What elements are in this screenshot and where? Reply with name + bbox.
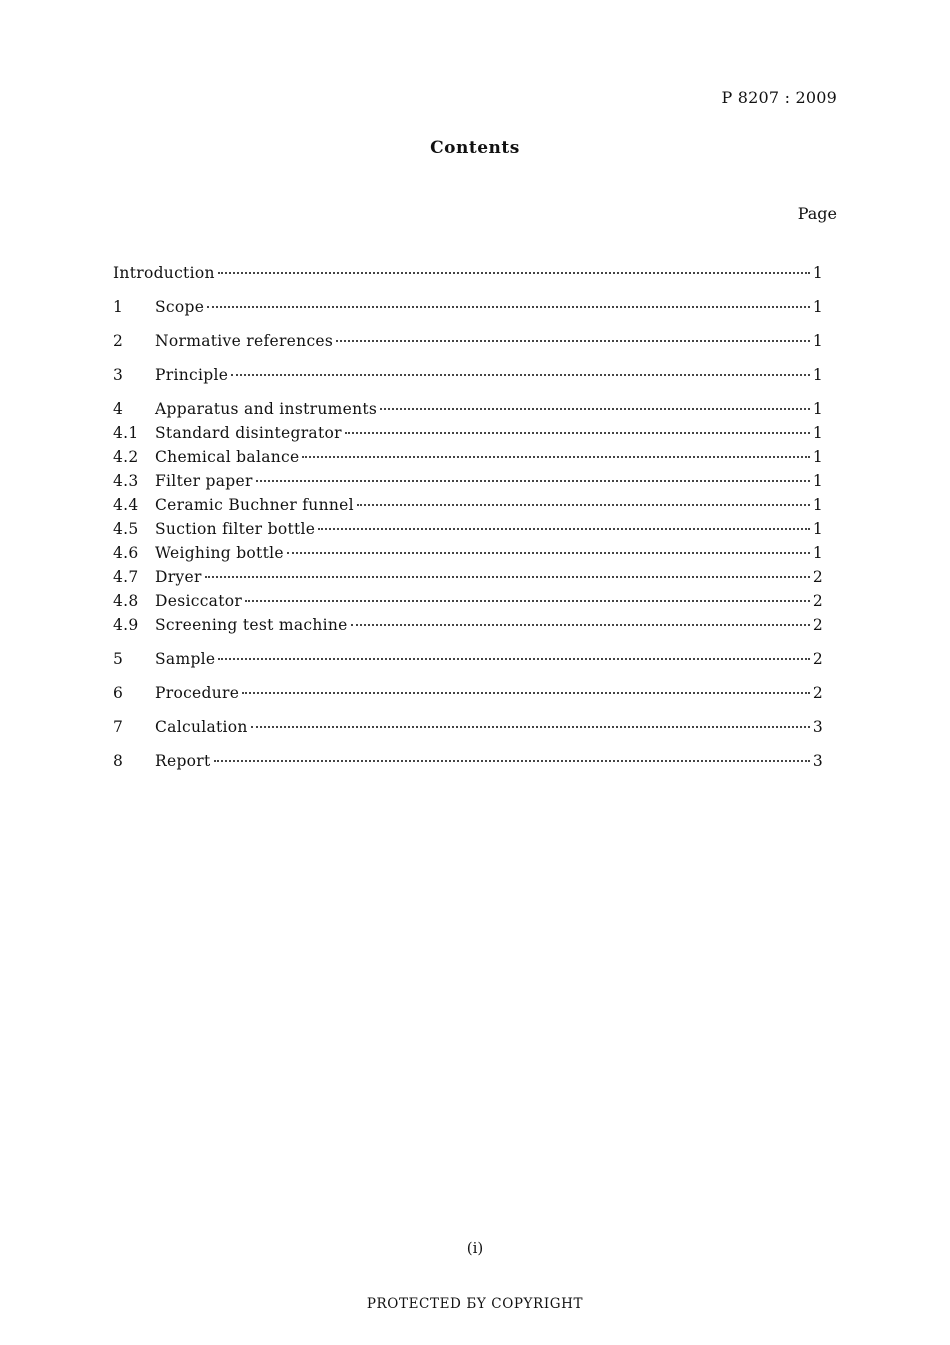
toc-entry-title: Scope xyxy=(155,298,205,316)
toc-entry[interactable] xyxy=(113,520,823,544)
toc-entry[interactable] xyxy=(113,684,823,708)
toc-entry-page: 1 xyxy=(812,544,823,562)
toc-entry-title: Normative references xyxy=(155,332,334,350)
toc-entry-title: Sample xyxy=(155,650,216,668)
toc-entry-number: 6 xyxy=(113,684,124,702)
toc-entry-title: Desiccator xyxy=(155,592,243,610)
toc-entry-page: 1 xyxy=(812,332,823,350)
toc-entry-title: Calculation xyxy=(155,718,248,736)
toc-dot-leader xyxy=(380,408,810,410)
toc-entry[interactable] xyxy=(113,332,823,356)
toc-entry-number: 2 xyxy=(113,332,124,350)
toc-entry[interactable] xyxy=(113,366,823,390)
toc-entry-number: 3 xyxy=(113,366,124,384)
toc-entry-title: Suction filter bottle xyxy=(155,520,316,538)
toc-dot-leader xyxy=(251,726,810,728)
table-of-contents xyxy=(113,264,823,776)
toc-dot-leader xyxy=(245,600,810,602)
toc-entry-number: 7 xyxy=(113,718,124,736)
page-column-label: Page xyxy=(797,204,837,223)
toc-entry[interactable] xyxy=(113,472,823,496)
toc-entry-page: 2 xyxy=(812,616,823,634)
toc-entry-page: 1 xyxy=(812,264,823,282)
copyright-notice: PROTECTED БY COPYRIGHT xyxy=(366,1296,584,1312)
toc-entry-title: Report xyxy=(155,752,211,770)
toc-entry-title: Standard disintegrator xyxy=(155,424,342,442)
toc-entry-number: 4 xyxy=(113,400,124,418)
toc-dot-leader xyxy=(214,760,810,762)
toc-entry-page: 2 xyxy=(812,684,823,702)
toc-entry-page: 1 xyxy=(812,400,823,418)
toc-entry[interactable] xyxy=(113,264,823,288)
toc-dot-leader xyxy=(336,340,810,342)
toc-dot-leader xyxy=(351,624,810,626)
toc-entry-page: 1 xyxy=(812,520,823,538)
toc-entry-page: 2 xyxy=(812,650,823,668)
toc-entry-title: Weighing bottle xyxy=(155,544,284,562)
toc-dot-leader xyxy=(357,504,810,506)
toc-entry-number: 4.1 xyxy=(113,424,139,442)
toc-entry-page: 1 xyxy=(812,298,823,316)
toc-entry-number: 4.5 xyxy=(113,520,139,538)
toc-entry-page: 1 xyxy=(812,424,823,442)
toc-entry-number: 8 xyxy=(113,752,124,770)
toc-entry[interactable] xyxy=(113,616,823,640)
toc-dot-leader xyxy=(302,456,809,458)
toc-entry[interactable] xyxy=(113,448,823,472)
toc-dot-leader xyxy=(205,576,810,578)
toc-entry-title: Introduction xyxy=(113,264,215,282)
page-title: Contents xyxy=(430,138,520,158)
toc-dot-leader xyxy=(218,272,810,274)
toc-dot-leader xyxy=(242,692,810,694)
toc-entry-page: 1 xyxy=(812,496,823,514)
toc-entry-page: 2 xyxy=(812,568,823,586)
toc-entry-title: Ceramic Buchner funnel xyxy=(155,496,354,514)
toc-entry-number: 4.4 xyxy=(113,496,139,514)
toc-dot-leader xyxy=(231,374,810,376)
toc-entry-title: Principle xyxy=(155,366,229,384)
toc-entry-number: 4.3 xyxy=(113,472,139,490)
toc-dot-leader xyxy=(345,432,810,434)
toc-entry-title: Procedure xyxy=(155,684,240,702)
toc-entry-page: 2 xyxy=(812,592,823,610)
toc-entry[interactable] xyxy=(113,424,823,448)
toc-entry[interactable] xyxy=(113,718,823,742)
toc-entry-page: 1 xyxy=(812,366,823,384)
toc-entry-number: 4.6 xyxy=(113,544,139,562)
toc-dot-leader xyxy=(287,552,810,554)
toc-entry-title: Screening test machine xyxy=(155,616,348,634)
toc-entry[interactable] xyxy=(113,650,823,674)
toc-entry-page: 1 xyxy=(812,472,823,490)
toc-entry[interactable] xyxy=(113,752,823,776)
toc-entry[interactable] xyxy=(113,592,823,616)
footer-page-number: (i) xyxy=(466,1239,484,1257)
toc-entry[interactable] xyxy=(113,400,823,424)
toc-entry-number: 4.7 xyxy=(113,568,139,586)
toc-entry[interactable] xyxy=(113,568,823,592)
toc-entry-title: Filter paper xyxy=(155,472,253,490)
toc-dot-leader xyxy=(256,480,810,482)
toc-entry[interactable] xyxy=(113,496,823,520)
toc-dot-leader xyxy=(218,658,809,660)
toc-entry-page: 3 xyxy=(812,752,823,770)
toc-entry-number: 4.2 xyxy=(113,448,139,466)
toc-entry-page: 3 xyxy=(812,718,823,736)
toc-entry[interactable] xyxy=(113,298,823,322)
toc-entry-title: Dryer xyxy=(155,568,202,586)
toc-entry-number: 4.8 xyxy=(113,592,139,610)
toc-entry-page: 1 xyxy=(812,448,823,466)
toc-entry-number: 1 xyxy=(113,298,124,316)
toc-entry-number: 5 xyxy=(113,650,124,668)
toc-entry-title: Chemical balance xyxy=(155,448,300,466)
toc-entry-number: 4.9 xyxy=(113,616,139,634)
toc-entry-title: Apparatus and instruments xyxy=(155,400,378,418)
toc-entry[interactable] xyxy=(113,544,823,568)
toc-dot-leader xyxy=(207,306,810,308)
document-id: P 8207 : 2009 xyxy=(721,88,837,107)
toc-dot-leader xyxy=(318,528,810,530)
